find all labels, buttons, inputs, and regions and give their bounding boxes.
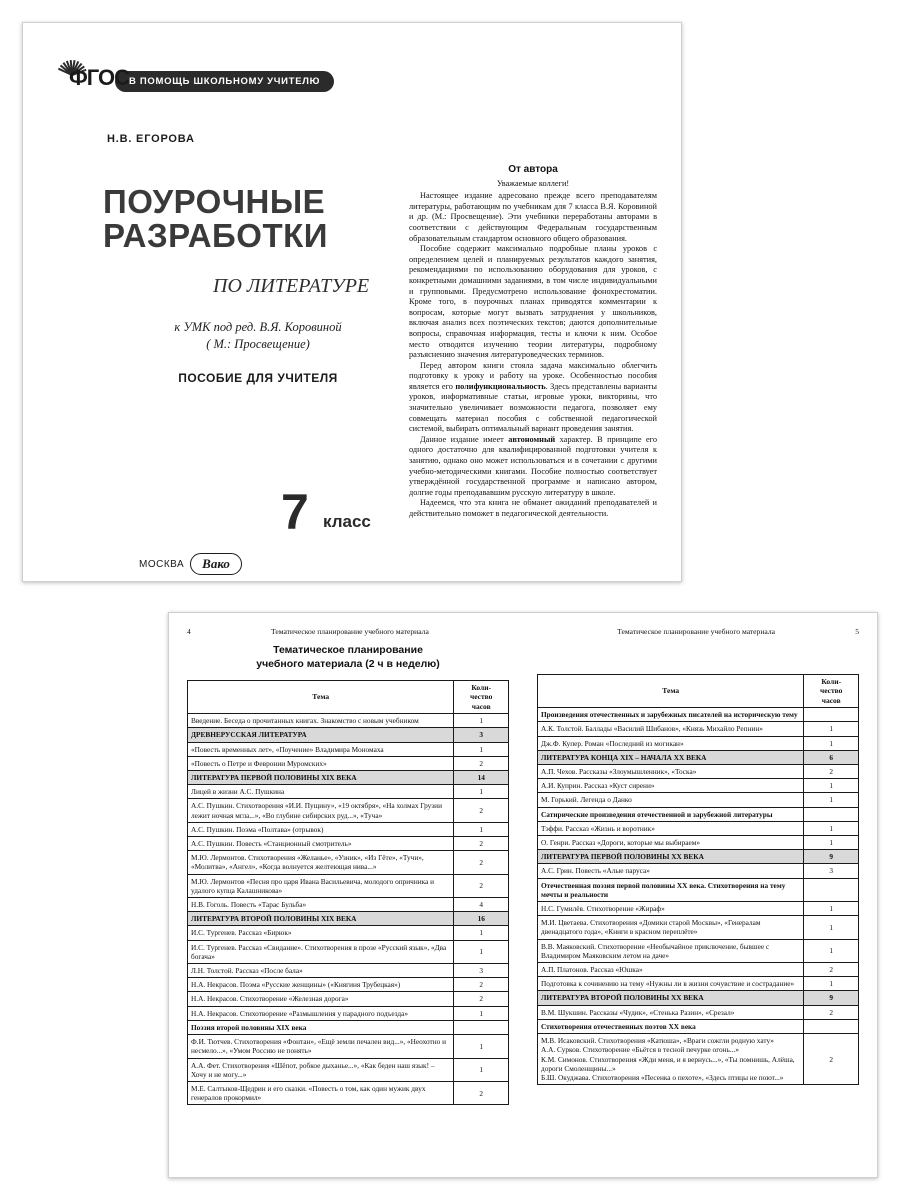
cell-hours: 2 — [454, 799, 509, 822]
cell-hours: 2 — [454, 1081, 509, 1104]
cell-theme: О. Генри. Рассказ «Дороги, которые мы выбираем» — [538, 836, 804, 850]
cell-hours: 1 — [454, 1006, 509, 1020]
cell-theme: Н.С. Гумилёв. Стихотворение «Жираф» — [538, 902, 804, 916]
cell-theme: Лицей в жизни А.С. Пушкина — [188, 785, 454, 799]
cell-theme: А.П. Чехов. Рассказы «Злоумышленник», «Тоска» — [538, 765, 804, 779]
table-row — [538, 991, 859, 1005]
cell-hours: 1 — [454, 926, 509, 940]
table-row — [188, 1081, 509, 1104]
cell-hours: 16 — [454, 912, 509, 926]
cell-hours: 2 — [804, 963, 859, 977]
cell-theme: Н.В. Гоголь. Повесть «Тарас Бульба» — [188, 898, 454, 912]
plan-table-right-body — [538, 708, 859, 1085]
cell-hours: 1 — [454, 822, 509, 836]
cell-theme: Н.А. Некрасов. Поэма «Русские женщины» («Княгиня Трубецкая») — [188, 978, 454, 992]
cover-grade-word: класс — [323, 512, 371, 531]
cell-hours: 2 — [804, 765, 859, 779]
table-row — [188, 964, 509, 978]
cell-hours: 1 — [454, 1058, 509, 1081]
cell-hours: 4 — [454, 898, 509, 912]
plan-table-right — [537, 674, 859, 1085]
table-row — [538, 836, 859, 850]
cell-theme: В.М. Шукшин. Рассказы «Чудик», «Стенька Разин», «Срезал» — [538, 1005, 804, 1019]
cell-theme: ЛИТЕРАТУРА ВТОРОЙ ПОЛОВИНЫ XX ВЕКА — [538, 991, 804, 1005]
table-row — [538, 736, 859, 750]
table-title-line-2: учебного материала (2 ч в неделю) — [256, 657, 440, 670]
foreword-paragraph: Надеемся, что эта книга не обманет ожиданий преподавателей и действительно поможет в педагогической деятельности. — [409, 498, 657, 518]
cell-theme: Сатирические произведения отечественной и зарубежной литературы — [538, 807, 804, 821]
cell-hours: 1 — [804, 836, 859, 850]
cell-theme: М.Е. Салтыков-Щедрин и его сказки. «Повесть о том, как один мужик двух генералов прокормил» — [188, 1081, 454, 1104]
cell-hours: 2 — [454, 851, 509, 874]
col-header-theme: Тема — [188, 681, 454, 714]
cell-hours: 1 — [454, 785, 509, 799]
cell-hours: 1 — [804, 736, 859, 750]
cover-manual-type: ПОСОБИЕ ДЛЯ УЧИТЕЛЯ — [178, 371, 338, 385]
table-title-line-1: Тематическое планирование — [273, 644, 423, 656]
foreword-greeting: Уважаемые коллеги! — [496, 178, 570, 188]
hours-l3: часов — [471, 701, 491, 711]
table-row — [188, 1006, 509, 1020]
table-row — [538, 779, 859, 793]
table-row — [538, 1019, 859, 1033]
running-title-right: Тематическое планирование учебного материала — [617, 627, 776, 636]
title-line-1: ПОУРОЧНЫЕ — [103, 183, 326, 220]
umk-line-1: к УМК под ред. В.Я. Коровиной — [174, 320, 342, 334]
table-row — [538, 902, 859, 916]
cell-theme: ЛИТЕРАТУРА ПЕРВОЙ ПОЛОВИНЫ XIX ВЕКА — [188, 771, 454, 785]
cell-hours: 6 — [804, 750, 859, 764]
cell-theme: Н.А. Некрасов. Стихотворение «Железная дорога» — [188, 992, 454, 1006]
title-line-2: РАЗРАБОТКИ — [103, 217, 328, 254]
table-row — [188, 1058, 509, 1081]
cell-theme: ЛИТЕРАТУРА ПЕРВОЙ ПОЛОВИНЫ XX ВЕКА — [538, 850, 804, 864]
cell-hours: 1 — [804, 793, 859, 807]
cell-theme: Ф.И. Тютчев. Стихотворения «Фонтан», «Ещё земли печален вид...», «Неохотно и несмело...», «Умом Россию не понять» — [188, 1035, 454, 1058]
cell-hours: 9 — [804, 850, 859, 864]
cell-theme: И.С. Тургенев. Рассказ «Бирюк» — [188, 926, 454, 940]
cover-author: Н.В. ЕГОРОВА — [107, 133, 195, 145]
cell-hours — [804, 1019, 859, 1033]
book-cover — [22, 22, 682, 582]
hours-l2: чество — [470, 692, 493, 702]
table-row — [538, 939, 859, 962]
hours-l1: Коли- — [471, 683, 492, 692]
hours-l1: Коли- — [821, 677, 842, 686]
series-label: В ПОМОЩЬ ШКОЛЬНОМУ УЧИТЕЛЮ — [115, 71, 334, 92]
cell-theme: «Повесть временных лет», «Поучение» Владимира Мономаха — [188, 742, 454, 756]
cell-hours: 9 — [804, 991, 859, 1005]
cell-theme: Введение. Беседа о прочитанных книгах. Знакомство с новым учебником — [188, 714, 454, 728]
cell-theme: А.П. Платонов. Рассказ «Юшка» — [538, 963, 804, 977]
table-title — [187, 644, 509, 671]
foreword-paragraph: Настоящее издание адресовано прежде всего преподавателям литературы, работающим по учебникам для 7 класса В.Я. Коровиной и др. (М.: Просвещение). Эти учебники переработаны авторами в соответствии с действующим Федеральным государственным образовательным стандартом основного общего образования. — [409, 191, 657, 243]
cell-theme: И.С. Тургенев. Рассказ «Свидание». Стихотворения в прозе «Русский язык», «Два богача» — [188, 940, 454, 963]
vako-logo: Вако — [190, 553, 242, 575]
umk-line-2: ( М.: Просвещение) — [206, 337, 310, 351]
table-row — [188, 742, 509, 756]
cell-hours: 1 — [804, 977, 859, 991]
cell-theme: Поэзия второй половины XIX века — [188, 1020, 454, 1034]
cell-theme: А.С. Пушкин. Повесть «Станционный смотритель» — [188, 837, 454, 851]
cell-hours: 1 — [804, 916, 859, 939]
plan-table-left-body — [188, 714, 509, 1105]
cover-grade-number: 7 — [281, 484, 309, 540]
cell-hours: 1 — [804, 779, 859, 793]
cell-theme: М.Ю. Лермонтов. Стихотворения «Желанье», «Узник», «Из Гёте», «Тучи», «Молитва», «Ангел», «Когда волнуется желтеющая нива...» — [188, 851, 454, 874]
foreword-heading: От автора — [508, 164, 558, 175]
cell-theme: ДРЕВНЕРУССКАЯ ЛИТЕРАТУРА — [188, 728, 454, 742]
table-row — [188, 785, 509, 799]
table-row — [538, 963, 859, 977]
cell-theme: Подготовка к сочинению на тему «Нужны ли в жизни сочувствие и сострадание» — [538, 977, 804, 991]
cell-hours: 2 — [804, 1005, 859, 1019]
table-row — [538, 864, 859, 878]
spread-page-right — [537, 627, 859, 1167]
table-row — [188, 926, 509, 940]
col-header-theme: Тема — [538, 675, 804, 708]
cell-hours — [804, 807, 859, 821]
cell-hours: 2 — [454, 978, 509, 992]
cell-hours: 1 — [454, 940, 509, 963]
table-row — [538, 916, 859, 939]
table-row — [538, 850, 859, 864]
foreword-paragraph: Перед автором книги стояла задача максимально облегчить подготовку к уроку и работу на уроке. Особенностью пособия является его полифункциональность. Здесь представлены варианты уроков, информативные статьи, игровые уроки, викторины, что значительно увеличивает возможности педагога, позволяет ему совмещать материал пособия с собственной педагогической системой, выбирать оптимальный вариант проведения занятия. — [409, 360, 657, 434]
cell-hours: 2 — [454, 837, 509, 851]
fgos-icon — [59, 61, 129, 101]
cell-hours: 2 — [454, 874, 509, 897]
table-row — [538, 765, 859, 779]
cell-theme: ЛИТЕРАТУРА КОНЦА XIX – НАЧАЛА XX ВЕКА — [538, 750, 804, 764]
cell-hours: 2 — [454, 992, 509, 1006]
cell-theme: Л.Н. Толстой. Рассказ «После бала» — [188, 964, 454, 978]
cell-hours: 1 — [804, 722, 859, 736]
cell-hours: 3 — [804, 864, 859, 878]
publisher-block — [139, 553, 242, 575]
cell-theme: М. Горький. Легенда о Данко — [538, 793, 804, 807]
table-header-row — [538, 675, 859, 708]
cell-theme: А.С. Пушкин. Стихотворения «И.И. Пущину», «19 октября», «На холмах Грузии лежит ночная мгла...», «Во глубине сибирских руд...», «Туча» — [188, 799, 454, 822]
cell-hours: 1 — [804, 902, 859, 916]
cell-hours: 2 — [804, 1034, 859, 1085]
table-row — [538, 722, 859, 736]
cell-hours: 1 — [454, 714, 509, 728]
cell-theme: А.С. Пушкин. Поэма «Полтава» (отрывок) — [188, 822, 454, 836]
table-row — [188, 898, 509, 912]
cell-hours: 1 — [804, 939, 859, 962]
table-row — [538, 1034, 859, 1085]
plan-table-left — [187, 680, 509, 1105]
table-row — [188, 822, 509, 836]
table-row — [538, 750, 859, 764]
cell-hours: 3 — [454, 964, 509, 978]
cell-theme: Дж.Ф. Купер. Роман «Последний из могикан» — [538, 736, 804, 750]
cell-theme: М.В. Исаковский. Стихотворения «Катюша», «Враги сожгли родную хату» А.А. Сурков. Стихотворение «Бьётся в тесной печурке огонь...» К.М. Симонов. Стихотворения «Жди меня, и я вернусь...», «Ты помнишь, Алёша, дороги Смоленщины...» Б.Ш. Окуджава. Стихотворения «Песенка о пехоте», «Здесь птицы не поют...» — [538, 1034, 804, 1085]
table-row — [188, 756, 509, 770]
cell-theme: А.И. Куприн. Рассказ «Куст сирени» — [538, 779, 804, 793]
table-row — [538, 821, 859, 835]
table-row — [538, 807, 859, 821]
cell-hours: 1 — [804, 821, 859, 835]
cell-theme: Стихотворения отечественных поэтов XX века — [538, 1019, 804, 1033]
table-row — [188, 1035, 509, 1058]
table-row — [538, 793, 859, 807]
table-row — [538, 708, 859, 722]
table-row — [538, 1005, 859, 1019]
table-row — [538, 878, 859, 901]
table-row — [188, 1020, 509, 1034]
table-row — [188, 799, 509, 822]
cell-hours — [454, 1020, 509, 1034]
table-row — [188, 851, 509, 874]
cell-hours — [804, 878, 859, 901]
table-row — [188, 874, 509, 897]
table-row — [188, 978, 509, 992]
cover-subject: ПО ЛИТЕРАТУРЕ — [213, 275, 370, 297]
page-title — [103, 185, 373, 253]
table-row — [188, 771, 509, 785]
cell-theme: А.К. Толстой. Баллады «Василий Шибанов», «Князь Михайло Репнин» — [538, 722, 804, 736]
cell-theme: Тэффи. Рассказ «Жизнь и воротник» — [538, 821, 804, 835]
spread-page-left — [187, 627, 509, 1167]
table-row — [538, 977, 859, 991]
cell-theme: ЛИТЕРАТУРА ВТОРОЙ ПОЛОВИНЫ XIX ВЕКА — [188, 912, 454, 926]
foreword-body — [409, 191, 657, 519]
foreword-paragraph: Данное издание имеет автономный характер. В принципе его одного достаточно для квалифицированной подготовки учителя к занятию, однако оно может использоваться и в сочетании с другими учебно-методическими книгами. Пособие полностью соответствует утверждённой государственной программе и написано автором, долгие годы преподававшим русскую литературу в школе. — [409, 434, 658, 497]
cell-theme: М.Ю. Лермонтов «Песня про царя Ивана Васильевича, молодого опричника и удалого купца Калашникова» — [188, 874, 454, 897]
inner-spread — [168, 612, 878, 1178]
table-row — [188, 714, 509, 728]
publisher-city: МОСКВА — [139, 558, 185, 570]
table-row — [188, 837, 509, 851]
folio-right: 5 — [855, 627, 859, 636]
cell-hours: 1 — [454, 1035, 509, 1058]
foreword-paragraph: Пособие содержит максимально подробные планы уроков с определением целей и планируемых результатов каждого занятия, рекомендациями по использованию оборудования для уроков, с конкретными домашними заданиями, в том числе индивидуальными и групповыми. Предусмотрено использование фонохрестоматии. Кроме того, в поурочных планах приводятся комментарии к вопросам, которые могут вызвать затруднения у школьников, включая анализ всех поэтических текстов; даются дополнительные вопросы, справочная информация, тесты и ключи к ним. Особое место отводится изучению теории литературы, подробному разъяснению значения литературоведческих терминов. — [409, 244, 657, 360]
cell-theme: А.А. Фет. Стихотворения «Шёпот, робкое дыханье...», «Как беден наш язык! – Хочу и не могу...» — [188, 1058, 454, 1081]
table-row — [188, 912, 509, 926]
cell-theme: А.С. Грин. Повесть «Алые паруса» — [538, 864, 804, 878]
cell-theme: Произведения отечественных и зарубежных писателей на историческую тему — [538, 708, 804, 722]
cell-hours: 3 — [454, 728, 509, 742]
table-row — [188, 728, 509, 742]
col-header-hours — [804, 675, 859, 708]
running-head-right — [537, 627, 859, 636]
fgos-label: ФГОС — [69, 65, 129, 90]
hours-l3: часов — [821, 695, 841, 705]
foreword-section — [409, 165, 657, 520]
cell-hours: 1 — [454, 742, 509, 756]
cell-hours — [804, 708, 859, 722]
running-title-left: Тематическое планирование учебного материала — [270, 627, 429, 636]
folio-left: 4 — [187, 627, 191, 636]
running-head-left — [187, 627, 509, 636]
cover-umk — [133, 319, 383, 353]
cell-hours: 2 — [454, 756, 509, 770]
cell-theme: М.И. Цветаева. Стихотворения «Домики старой Москвы», «Генералам двенадцатого года», «Книги в красном переплёте» — [538, 916, 804, 939]
table-row — [188, 992, 509, 1006]
cell-theme: «Повесть о Петре и Февронии Муромских» — [188, 756, 454, 770]
cell-theme: Н.А. Некрасов. Стихотворение «Размышления у парадного подъезда» — [188, 1006, 454, 1020]
hours-l2: чество — [820, 686, 843, 696]
col-header-hours — [454, 681, 509, 714]
table-header-row — [188, 681, 509, 714]
fgos-badge-group — [59, 61, 334, 101]
cell-theme: Отечественная поэзия первой половины XX века. Стихотворения на тему мечты и реальности — [538, 878, 804, 901]
table-row — [188, 940, 509, 963]
cell-hours: 14 — [454, 771, 509, 785]
cell-theme: В.В. Маяковский. Стихотворение «Необычайное приключение, бывшее с Владимиром Маяковским летом на даче» — [538, 939, 804, 962]
